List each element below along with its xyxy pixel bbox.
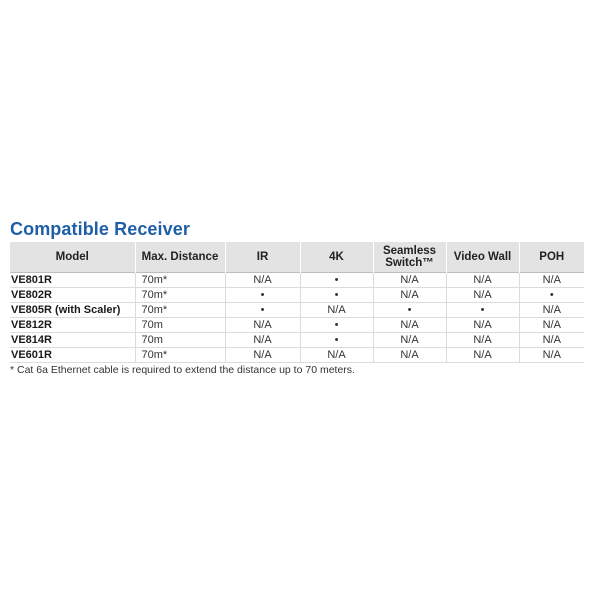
- cell-ir: N/A: [225, 348, 300, 363]
- cell-poh: N/A: [519, 303, 584, 318]
- cell-model: VE601R: [10, 348, 135, 363]
- cell-video-wall: N/A: [446, 273, 519, 288]
- cell-video-wall: N/A: [446, 318, 519, 333]
- cell-poh: N/A: [519, 318, 584, 333]
- cell-poh: N/A: [519, 273, 584, 288]
- cell-ir: N/A: [225, 333, 300, 348]
- cell-seamless: N/A: [373, 348, 446, 363]
- cell-seamless: N/A: [373, 273, 446, 288]
- cell-distance: 70m*: [135, 303, 225, 318]
- cell-ir: •: [225, 303, 300, 318]
- table-row: [10, 318, 584, 333]
- table-row: [10, 348, 584, 363]
- header-seamless-switch: Seamless Switch™: [373, 242, 446, 273]
- cell-4k: N/A: [300, 303, 373, 318]
- header-4k: 4K: [300, 242, 373, 273]
- cell-4k: •: [300, 318, 373, 333]
- cell-distance: 70m*: [135, 273, 225, 288]
- section-title: Compatible Receiver: [10, 219, 190, 239]
- table-row: [10, 333, 584, 348]
- cell-video-wall: N/A: [446, 348, 519, 363]
- cell-distance: 70m: [135, 333, 225, 348]
- table-row: [10, 273, 584, 288]
- cell-model: VE802R: [10, 288, 135, 303]
- cell-distance: 70m*: [135, 348, 225, 363]
- table-header-row: [10, 242, 584, 273]
- footnote: * Cat 6a Ethernet cable is required to extend the distance up to 70 meters.: [10, 364, 355, 376]
- cell-distance: 70m*: [135, 288, 225, 303]
- cell-4k: N/A: [300, 348, 373, 363]
- header-poh: POH: [519, 242, 584, 273]
- cell-ir: •: [225, 288, 300, 303]
- header-ir: IR: [225, 242, 300, 273]
- cell-ir: N/A: [225, 318, 300, 333]
- cell-model: VE805R (with Scaler): [10, 303, 135, 318]
- cell-4k: •: [300, 333, 373, 348]
- header-max-distance: Max. Distance: [135, 242, 225, 273]
- cell-video-wall: N/A: [446, 333, 519, 348]
- cell-video-wall: •: [446, 303, 519, 318]
- header-video-wall: Video Wall: [446, 242, 519, 273]
- cell-model: VE801R: [10, 273, 135, 288]
- header-model: Model: [10, 242, 135, 273]
- cell-seamless: N/A: [373, 333, 446, 348]
- cell-seamless: •: [373, 303, 446, 318]
- cell-model: VE812R: [10, 318, 135, 333]
- cell-model: VE814R: [10, 333, 135, 348]
- cell-distance: 70m: [135, 318, 225, 333]
- table-row: [10, 303, 584, 318]
- cell-poh: •: [519, 288, 584, 303]
- cell-4k: •: [300, 288, 373, 303]
- cell-seamless: N/A: [373, 318, 446, 333]
- cell-poh: N/A: [519, 333, 584, 348]
- cell-seamless: N/A: [373, 288, 446, 303]
- cell-video-wall: N/A: [446, 288, 519, 303]
- cell-ir: N/A: [225, 273, 300, 288]
- cell-poh: N/A: [519, 348, 584, 363]
- cell-4k: •: [300, 273, 373, 288]
- compatible-receiver-table: [10, 242, 584, 363]
- table-row: [10, 288, 584, 303]
